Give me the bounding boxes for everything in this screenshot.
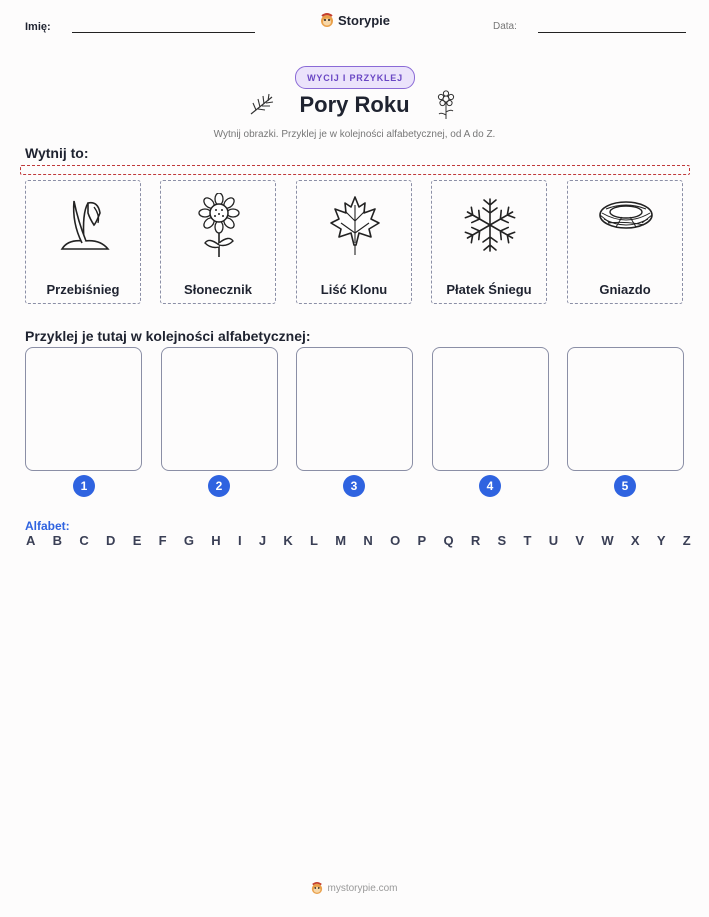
page-title: Pory Roku: [299, 92, 410, 117]
alphabet-letter: M: [335, 533, 347, 548]
name-label: Imię:: [25, 21, 51, 33]
cut-line: [20, 165, 690, 175]
alphabet-letter: Q: [443, 533, 454, 548]
card-label: Przebiśnieg: [46, 282, 120, 297]
alphabet-letter: N: [363, 533, 373, 548]
cut-card-maple-leaf[interactable]: [296, 180, 412, 304]
alphabet-letter: P: [417, 533, 427, 548]
instructions: Wytnij obrazki. Przyklej je w kolejności alfabetycznej, od A do Z.: [213, 129, 496, 140]
alphabet-letter: V: [575, 533, 585, 548]
paste-slot-1[interactable]: [25, 347, 142, 471]
cut-card-snowdrop[interactable]: [25, 180, 141, 304]
storypie-mascot-icon: [311, 881, 323, 895]
card-label: Gniazdo: [599, 282, 651, 297]
cut-card-sunflower[interactable]: [160, 180, 276, 304]
sunflower-icon: [189, 193, 249, 257]
alphabet-letter: I: [237, 533, 242, 548]
footer: [0, 881, 709, 895]
paste-slot-3[interactable]: [296, 347, 413, 471]
alphabet-letter: U: [548, 533, 559, 548]
alphabet-letter: C: [79, 533, 89, 548]
alphabet-letter: B: [52, 533, 63, 548]
snowdrop-icon: [54, 193, 114, 257]
alphabet-letter: T: [523, 533, 532, 548]
alphabet-letter: J: [258, 533, 267, 548]
activity-badge: WYCIJ I PRZYKLEJ: [295, 66, 415, 89]
date-field[interactable]: [538, 32, 686, 33]
slot-number-3: 3: [343, 475, 365, 497]
alphabet-letter: D: [106, 533, 116, 548]
maple-leaf-icon: [325, 193, 385, 257]
slot-number-4: 4: [479, 475, 501, 497]
alphabet-letter: G: [183, 533, 194, 548]
paste-slot-2[interactable]: [161, 347, 278, 471]
footer-url[interactable]: mystorypie.com: [327, 882, 398, 894]
paste-section-heading: Przyklej je tutaj w kolejności alfabetycznej:: [25, 328, 311, 344]
storypie-mascot-icon: [320, 12, 334, 28]
card-label: Słonecznik: [184, 282, 252, 297]
paste-slot-5[interactable]: [567, 347, 684, 471]
alphabet-letter: O: [390, 533, 401, 548]
alphabet-letter: F: [158, 533, 167, 548]
alphabet-letter: Z: [682, 533, 691, 548]
slot-number-5: 5: [614, 475, 636, 497]
alphabet-row: [26, 533, 691, 548]
alphabet-letter: E: [132, 533, 142, 548]
alphabet-letter: W: [601, 533, 614, 548]
date-label: Data:: [493, 21, 517, 32]
alphabet-letter: A: [26, 533, 36, 548]
snowflake-icon: [460, 193, 520, 257]
slot-number-2: 2: [208, 475, 230, 497]
card-label: Płatek Śniegu: [446, 282, 532, 297]
name-field[interactable]: [72, 32, 255, 33]
brand-logo: [320, 12, 390, 28]
alphabet-letter: Y: [656, 533, 666, 548]
slot-number-1: 1: [73, 475, 95, 497]
card-label: Liść Klonu: [320, 282, 388, 297]
alphabet-letter: K: [283, 533, 293, 548]
nest-icon: [596, 193, 656, 257]
alphabet-letter: R: [470, 533, 481, 548]
paste-slot-4[interactable]: [432, 347, 549, 471]
brand-name: Storypie: [338, 12, 391, 28]
alphabet-title: Alfabet:: [25, 519, 70, 533]
cut-card-nest[interactable]: [567, 180, 683, 304]
cut-section-heading: Wytnij to:: [25, 145, 89, 161]
flower-icon: [435, 90, 457, 120]
alphabet-letter: H: [211, 533, 221, 548]
alphabet-letter: L: [310, 533, 318, 548]
alphabet-letter: X: [630, 533, 640, 548]
cut-card-snowflake[interactable]: [431, 180, 547, 304]
alphabet-letter: S: [497, 533, 507, 548]
